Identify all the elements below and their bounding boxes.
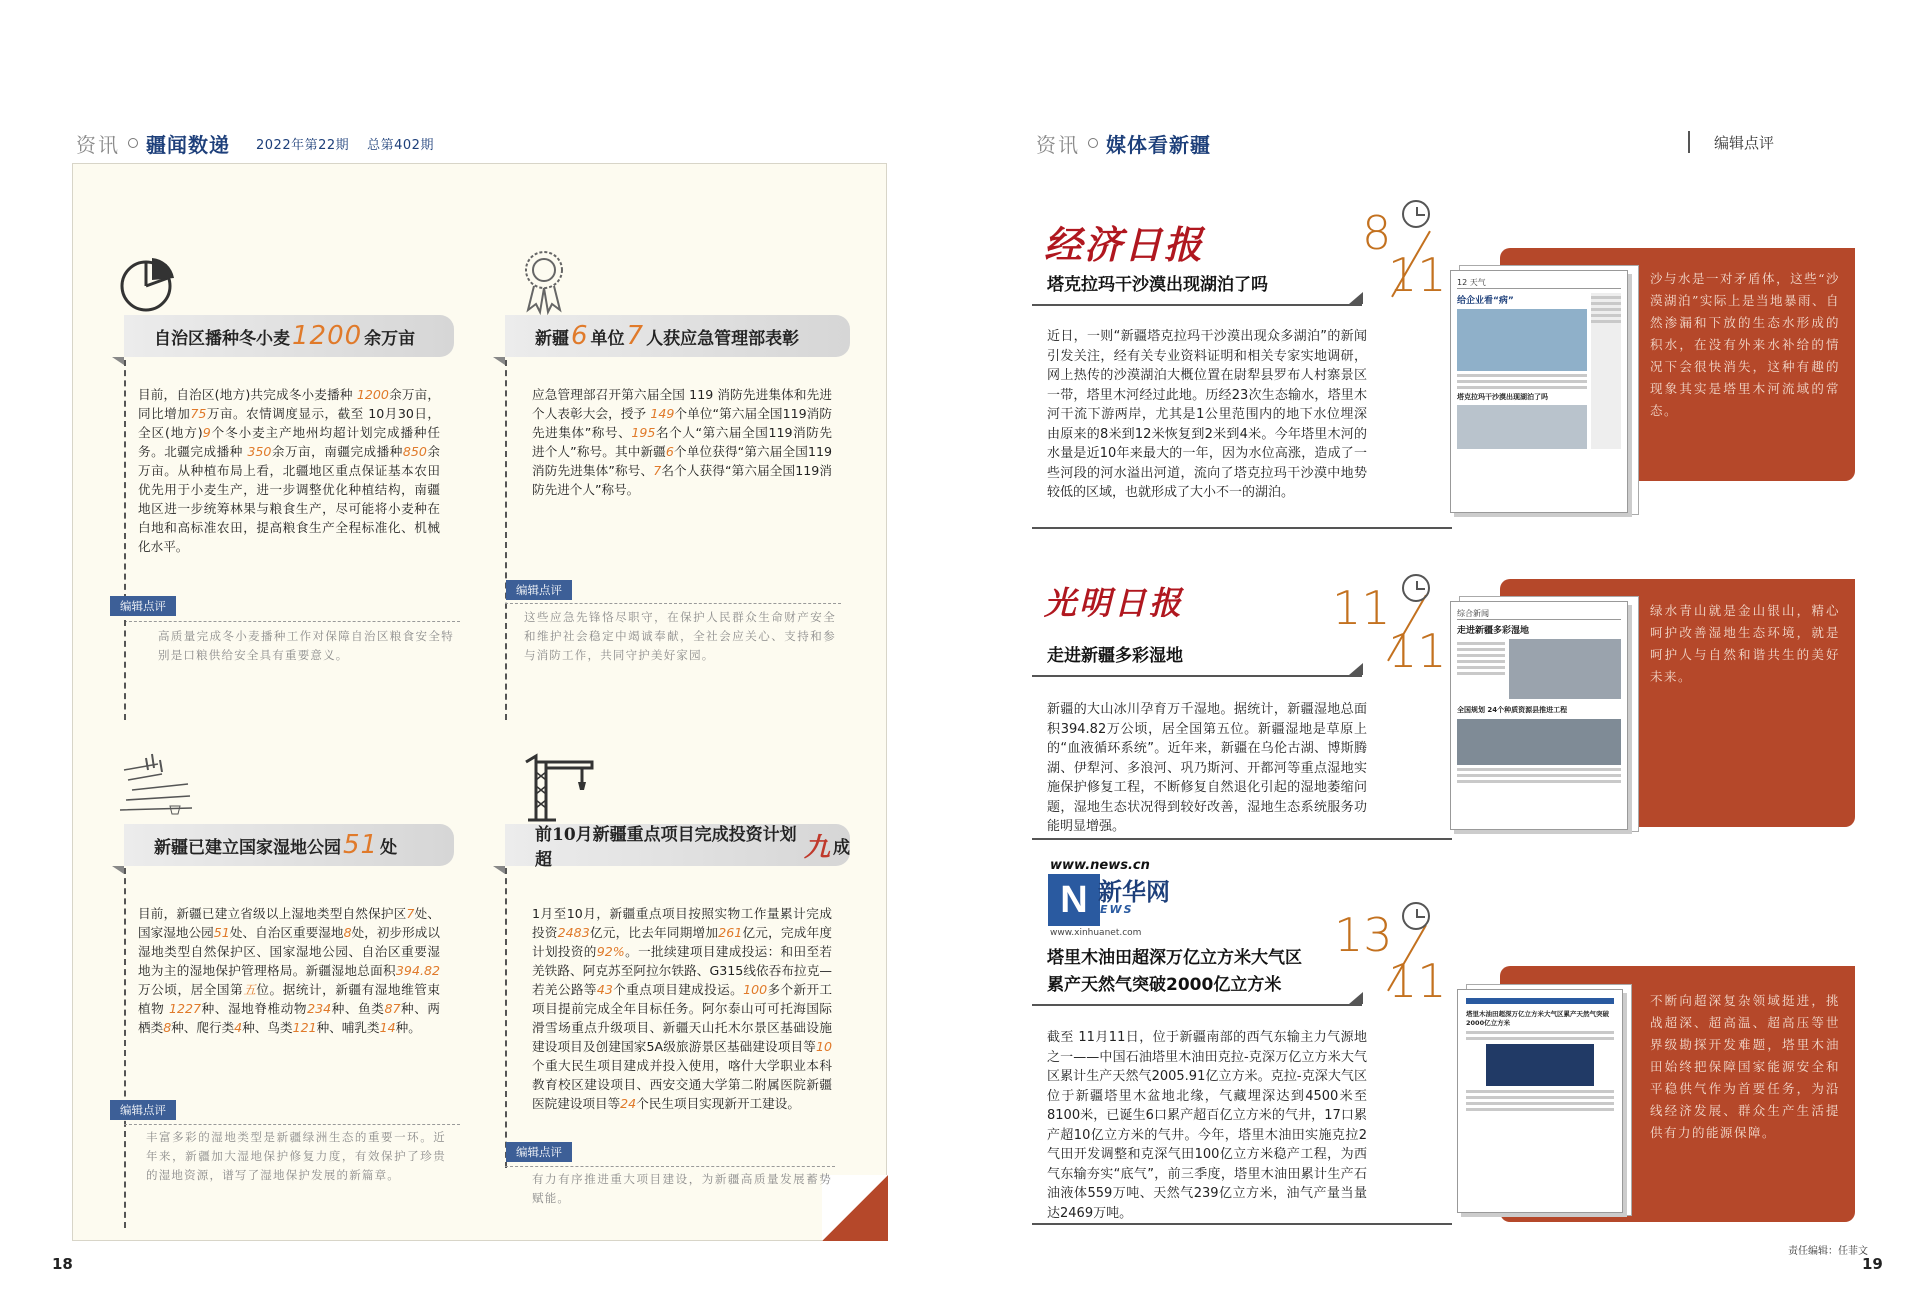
webpage-clipping <box>1457 989 1623 1213</box>
clock-icon <box>1402 574 1430 602</box>
body-text: 种、两栖类 <box>138 1001 441 1035</box>
body-text: 目前，新疆已建立省级以上湿地类型自然保护区 <box>138 906 407 921</box>
highlight-number: 9 <box>202 425 211 440</box>
clip-headline: 走进新疆多彩湿地 <box>1457 626 1530 636</box>
header-dot <box>1088 138 1098 148</box>
body-text: 个重大民生项目建成并投入使用，喀什大学职业本科教育校区建设项目、西安交通大学第二附属医院新疆医院建设项目等 <box>532 1058 832 1111</box>
body-text: 个民生项目实现新开工建设。 <box>636 1096 800 1111</box>
rule-arrow <box>1349 292 1363 304</box>
dashed-line <box>505 360 507 720</box>
rule <box>1032 304 1362 306</box>
highlight-number: 五 <box>243 982 257 997</box>
item-title-wheat <box>124 315 454 357</box>
media-comment: 沙与水是一对矛盾体，这些“沙漠湖泊”实际上是当地暴雨、自然渗漏和下放的生态水形成的积水，在没有外来水补给的情况下会很快消失，这种有趣的现象其实是塔里木河流域的常态。 <box>1650 271 1840 418</box>
body-text: 处，初步形成以湿地类型自然保护区、国家湿地公园、自治区重要湿地为主的湿地保护管理格局。新疆湿地总面积 <box>138 925 441 978</box>
highlight-number: 7 <box>406 906 415 921</box>
page-number-left: 18 <box>52 1255 73 1273</box>
body-text: 种。 <box>395 1020 421 1035</box>
dashed-line <box>124 868 126 1228</box>
header-divider <box>1688 131 1690 153</box>
body-text: 名个人“第六届全国119消防先进个人”称号。其中新疆 <box>532 425 833 459</box>
item-title-award <box>505 315 850 357</box>
highlight-number: 2483 <box>557 925 590 940</box>
highlight-number: 394.82 <box>395 963 440 978</box>
body-text: 余万亩，同比增加 <box>138 387 440 421</box>
clip-page-label: 12 天气 <box>1457 277 1621 289</box>
body-text: 应急管理部召开第六届全国 119 消防先进集体和先进个人表彰大会，授予 <box>532 387 832 421</box>
clip-headline: 塔里木油田超深万亿立方米大气区累产天然气突破2000亿立方米 <box>1466 1010 1609 1027</box>
dashed-line <box>505 868 507 1168</box>
body-text: 处、自治区重要湿地 <box>229 925 344 940</box>
body-text: 种、鱼类 <box>331 1001 385 1016</box>
right-header <box>1036 128 1211 158</box>
highlight-number: 75 <box>190 406 207 421</box>
highlight-number: 8 <box>343 925 352 940</box>
clip-caption: 塔克拉玛干沙漠出现湖泊了吗 <box>1457 393 1548 401</box>
body-text: 余万亩，南疆完成播种 <box>271 444 403 459</box>
dashed-divider <box>505 603 841 604</box>
header-dot <box>128 138 138 148</box>
clock-icon <box>1402 200 1430 228</box>
xinhua-logo-icon: N <box>1048 874 1100 926</box>
highlight-number: 14 <box>379 1020 396 1035</box>
date-day: 8 <box>1362 206 1392 260</box>
body-text: 位。据统计，新疆有湿地维管束植物 <box>138 982 441 1016</box>
date-day: 11 <box>1332 581 1391 635</box>
body-text: 亿元，完成年度计划投资的 <box>532 925 833 959</box>
item-body-award <box>532 385 832 499</box>
body-text: 种、爬行类 <box>171 1020 235 1035</box>
clip-caption: 全国规划 24个种质资源县推进工程 <box>1457 706 1568 714</box>
media-comment: 不断向超深复杂领域挺进，挑战超深、超高温、超高压等世界级勘探开发难题，塔里木油田始终把保障国家能源安全和平稳供气作为首要任务，为沿线经济发展、群众生产生活提供有力的能源保障。 <box>1650 993 1840 1140</box>
highlight-number: 6 <box>665 444 674 459</box>
edit-label: 编辑点评 <box>110 1100 176 1120</box>
editor-comment-award: 这些应急先锋恪尽职守，在保护人民群众生命财产安全和维护社会稳定中竭诚奉献，全社会应关心、支持和参与消防工作，共同守护美好家园。 <box>524 610 836 662</box>
source-url-alt: www.xinhuanet.com <box>1050 928 1142 938</box>
source-url: www.news.cn <box>1050 858 1150 873</box>
body-text: 万公顷，居全国第 <box>138 982 244 997</box>
editor-column-label: 编辑点评 <box>1714 134 1775 152</box>
body-text: 名个人获得“第六届全国119消防先进个人”称号。 <box>532 463 833 497</box>
editor-comment-wheat: 高质量完成冬小麦播种工作对保障自治区粮食安全特别是口粮供给安全具有重要意义。 <box>158 629 454 662</box>
rule-arrow <box>1349 663 1363 675</box>
item-title-investment <box>505 824 850 870</box>
body-text: 处、国家湿地公园 <box>138 906 441 940</box>
body-text: 万亩。农情调度显示，截至 10月30日，全区(地方) <box>138 406 440 440</box>
highlight-number: 121 <box>292 1020 317 1035</box>
dashed-divider <box>124 621 460 622</box>
title-text: 成 <box>833 837 850 858</box>
title-text: 自治区播种冬小麦 <box>154 328 290 349</box>
highlight-number: 8 <box>163 1020 172 1035</box>
newspaper-clipping <box>1450 270 1628 513</box>
highlight-number: 261 <box>718 925 743 940</box>
source-logo-jingji: 经济日报 <box>1044 222 1205 267</box>
media-comment: 绿水青山就是金山银山，精心呵护改善湿地生态环境，就是呵护人与自然和谐共生的美好未来。 <box>1650 603 1840 684</box>
highlight-number: 4 <box>234 1020 243 1035</box>
item-title-wetland <box>124 824 454 866</box>
highlight-number: 7 <box>653 463 662 478</box>
body-text: 1月至10月，新疆重点项目按照实物工作量累计完成投资 <box>532 906 832 940</box>
highlight-number: 10 <box>815 1039 832 1054</box>
highlight-number: 87 <box>384 1001 401 1016</box>
editor-comment-investment: 有力有序推进重大项目建设，为新疆高质量发展蓄势赋能。 <box>532 1172 832 1205</box>
total-issue: 总第402期 <box>367 137 434 153</box>
body-text: 个单位“第六届全国119消防先进集体”称号、 <box>532 406 833 440</box>
edit-label: 编辑点评 <box>506 1142 572 1162</box>
body-text: 多个新开工项目提前完成全年目标任务。阿尔泰山可可托海国际滑雪场重点升级项目、新疆天山托木尔景区基础设施建设项目及创建国家5A级旅游景区基础建设项目等 <box>532 982 833 1054</box>
title-number: 1200 <box>292 321 363 351</box>
rule <box>1032 838 1452 840</box>
body-text: 个单位获得“第六届全国119消防先进集体”称号、 <box>532 444 832 478</box>
clip-image <box>1486 1044 1594 1086</box>
edit-label: 编辑点评 <box>506 580 572 600</box>
body-text: 目前，自治区(地方)共完成冬小麦播种 <box>138 387 357 402</box>
clip-image <box>1509 639 1621 699</box>
title-text: 余万亩 <box>364 328 416 349</box>
body-text: 亿元，比去年同期增加 <box>589 925 719 940</box>
title-number: 6 <box>571 321 589 351</box>
body-text: 个冬小麦主产地州均超计划完成播种任务。北疆完成播种 <box>138 425 441 459</box>
body-text: 种、湿地脊椎动物 <box>201 1001 308 1016</box>
highlight-number: 149 <box>650 406 675 421</box>
clock-icon <box>1402 902 1430 930</box>
media-headline: 塔里木油田超深万亿立方米大气区 <box>1047 948 1302 968</box>
body-text: 种、哺乳类 <box>316 1020 380 1035</box>
source-logo-guangming: 光明日报 <box>1044 584 1185 622</box>
page-number-right: 19 <box>1862 1255 1883 1273</box>
highlight-number: 43 <box>596 982 613 997</box>
dashed-divider <box>505 1166 835 1167</box>
title-number: 7 <box>626 321 645 351</box>
highlight-number: 195 <box>631 425 656 440</box>
title-text: 单位 <box>590 328 625 349</box>
item-body-wheat <box>138 385 440 556</box>
body-text: 。一批续建项目建成投运：和田至若羌铁路、阿克苏至阿拉尔铁路、G315线依吞布拉克—若羌公路等 <box>532 944 833 997</box>
editor-credit: 责任编辑：任菲文 <box>1788 1246 1868 1257</box>
dashed-line <box>124 360 126 600</box>
title-text: 新疆 <box>535 328 569 349</box>
section-label: 资讯 <box>76 132 120 157</box>
media-headline: 累产天然气突破2000亿立方米 <box>1047 975 1282 995</box>
issue-number: 2022年第22期 <box>256 137 350 153</box>
editor-comment-wetland: 丰富多彩的湿地类型是新疆绿洲生态的重要一环。近年来，新疆加大湿地保护修复力度，有效保护了珍贵的湿地资源，谱写了湿地保护发展的新篇章。 <box>146 1130 446 1182</box>
rule <box>1032 675 1362 677</box>
highlight-number: 1227 <box>168 1001 202 1016</box>
title-number: 51 <box>343 830 379 860</box>
highlight-number: 51 <box>213 925 230 940</box>
title-text: 前10月新疆重点项目完成投资计划超 <box>535 825 797 870</box>
date-month: 11 <box>1388 248 1447 302</box>
media-headline: 走进新疆多彩湿地 <box>1047 646 1183 666</box>
clip-image <box>1457 719 1621 765</box>
column-title: 媒体看新疆 <box>1106 132 1211 157</box>
media-headline: 塔克拉玛干沙漠出现湖泊了吗 <box>1047 275 1268 295</box>
highlight-number: 92% <box>596 944 625 959</box>
rule <box>1032 1223 1452 1225</box>
media-body: 新疆的大山冰川孕育万千湿地。据统计，新疆湿地总面积394.82万公顷，居全国第五位。新疆湿地是草原上的“血液循环系统”。近年来，新疆在乌伦古湖、博斯腾湖、伊犁河、多浪河、巩乃斯河、开都河等重点湿地实施保护修复工程，不断修复自然退化引起的湿地萎缩问题，湿地生态状况得到较好改善，湿地生态系统服务功能明显增强。 <box>1047 702 1367 834</box>
clip-page-label: 综合新闻 <box>1457 608 1621 620</box>
body-text: 种、鸟类 <box>242 1020 293 1035</box>
pie-chart-icon <box>116 252 180 316</box>
highlight-number: 100 <box>743 982 768 997</box>
rule <box>1032 527 1452 529</box>
title-text: 处 <box>380 837 398 858</box>
dashed-divider <box>124 1124 460 1125</box>
clip-headline: 给企业看“病” <box>1457 296 1514 306</box>
section-label: 资讯 <box>1036 132 1080 157</box>
title-text: 人获应急管理部表彰 <box>646 328 800 349</box>
highlight-number: 24 <box>620 1096 637 1111</box>
title-number: 九 <box>803 832 831 863</box>
crane-icon <box>522 752 598 822</box>
clip-image <box>1457 405 1587 449</box>
title-text: 新疆已建立国家湿地公园 <box>154 837 341 858</box>
date-month: 11 <box>1388 624 1447 678</box>
edit-label: 编辑点评 <box>110 596 176 616</box>
highlight-number: 350 <box>247 444 272 459</box>
clip-image <box>1457 309 1587 371</box>
media-body: 近日，一则“新疆塔克拉玛干沙漠出现众多湖泊”的新闻引发关注，经有关专业资料证明和相关专家实地调研，网上热传的沙漠湖泊大概位置在尉犁县罗布人村寨景区一带，塔里木河经过此地。历经23次生态输水，塔里木河干流下游两岸，尤其是1公里范围内的地下水位埋深由原来的8米到12米恢复到2米到4米。今年塔里木河的水量是近10年来最大的一年，因为水位高涨，造成了一些河段的河水溢出河道，流向了塔克拉玛干沙漠中地势较低的区域，也就形成了大小不一的湖泊。 <box>1047 329 1367 500</box>
highlight-number: 1200 <box>356 387 389 402</box>
media-body: 截至 11月11日，位于新疆南部的西气东输主力气源地之一——中国石油塔里木油田克拉-克深万亿立方米大气区累计生产天然气2005.91亿立方米。克拉-克深大气区位于新疆塔里木盆地北缘，气藏埋深达到4500米至8100米，已诞生6口累产超百亿立方米的气井，17口累产超10亿立方米的气井。今年，塔里木油田实施克拉2气田开发调整和克深气田100亿立方米稳产工程，为西气东输夯实“底气”，前三季度，塔里木油田累计生产石油液体559万吨、天然气239亿立方米，油气产量当量达2469万吨。 <box>1047 1030 1367 1221</box>
rule-arrow <box>1349 992 1363 1004</box>
body-text: 个重点项目建成投运。 <box>612 982 744 997</box>
item-body-investment <box>532 904 832 1113</box>
newspaper-clipping <box>1450 601 1628 830</box>
column-title: 疆闻数递 <box>146 132 230 157</box>
left-header <box>76 128 434 158</box>
highlight-number: 234 <box>307 1001 332 1016</box>
date-day: 13 <box>1334 908 1393 962</box>
dashed-line <box>124 620 126 720</box>
wetland-icon <box>118 750 194 822</box>
medal-icon <box>514 244 574 316</box>
body-text: 余万亩。从种植布局上看，北疆地区重点保证基本农田优先用于小麦生产，进一步调整优化种植结构，南疆地区进一步统筹林果与粮食生产，尽可能将小麦种在白地和高标准农田，提高粮食生产全程标准化、机械化水平。 <box>138 444 441 554</box>
item-body-wetland <box>138 904 440 1037</box>
rule <box>1032 1004 1362 1006</box>
date-month: 11 <box>1388 954 1447 1008</box>
source-logo-xinhua: 新华网 <box>1098 878 1170 906</box>
highlight-number: 850 <box>402 444 427 459</box>
